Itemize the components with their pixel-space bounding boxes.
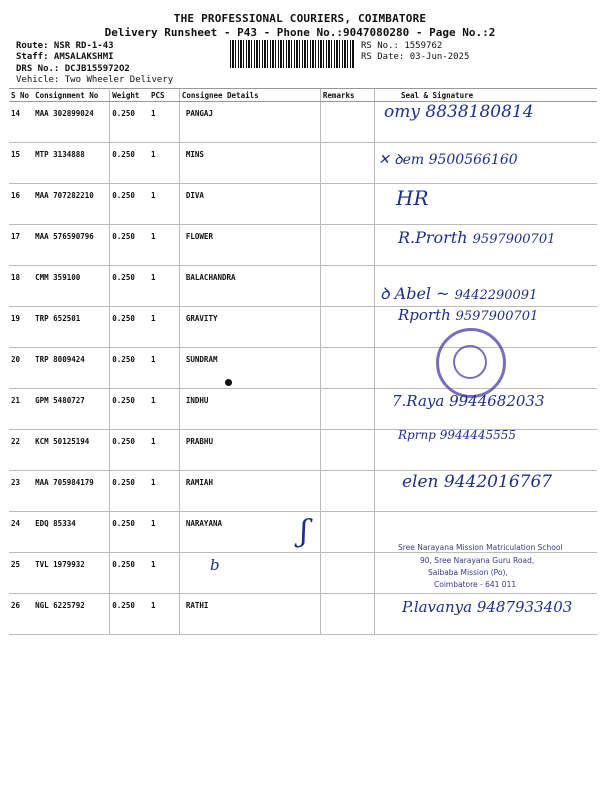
- row-sno: [9, 143, 33, 184]
- row-pcs: [149, 102, 179, 143]
- row-weight: [110, 184, 149, 225]
- row-sno-text: 26: [11, 601, 21, 610]
- row-sno-text: 16: [11, 191, 21, 200]
- row-consignee: [179, 348, 320, 389]
- row-consignee: [179, 553, 320, 594]
- row-consignment-no: [33, 512, 110, 553]
- row-consignee: [179, 471, 320, 512]
- row-remarks: [320, 512, 374, 553]
- row-pcs: [149, 471, 179, 512]
- row-weight: [110, 471, 149, 512]
- row-consignment-no: [33, 307, 110, 348]
- row-pcs-text: 1: [150, 396, 156, 405]
- row-remarks: [320, 266, 374, 307]
- row-consignment-no: [33, 348, 110, 389]
- runsheet-table: [9, 88, 597, 635]
- row-pcs: [149, 307, 179, 348]
- row-consignee: [179, 102, 320, 143]
- row-consignee-text: BALACHANDRA: [185, 273, 236, 282]
- row-consignment-no-text: MAA 576590796: [35, 232, 94, 241]
- row-pcs-text: 1: [150, 273, 156, 282]
- row-pcs-text: 1: [150, 109, 156, 118]
- signature-row-14: omy 8838180814: [384, 102, 534, 122]
- row-consignment-no-text: TRP 652501: [35, 314, 81, 323]
- row-sno: [9, 184, 33, 225]
- row-sno: [9, 389, 33, 430]
- row-pcs-text: 1: [150, 150, 156, 159]
- row-sno: [9, 594, 33, 635]
- row-consignee: [179, 184, 320, 225]
- signature-row-23: elen 9442016767: [402, 472, 553, 492]
- row-remarks: [320, 389, 374, 430]
- table-row: [9, 184, 597, 225]
- row-consignee: [179, 225, 320, 266]
- row-remarks: [320, 307, 374, 348]
- signature-row-19: Rporth 9597900701: [398, 306, 539, 324]
- phone-row-14: 8838180814: [425, 102, 534, 122]
- row-remarks: [320, 184, 374, 225]
- school-seal-line3: Saibaba Mission (Po),: [428, 568, 508, 577]
- row-sno-text: 20: [11, 355, 21, 364]
- rs-number: RS No.: 1559762: [361, 41, 443, 51]
- row-consignment-no: [33, 184, 110, 225]
- phone-row-23: 9442016767: [443, 472, 553, 492]
- row-sno: [9, 430, 33, 471]
- row-consignment-no: [33, 225, 110, 266]
- row-pcs-text: 1: [150, 478, 156, 487]
- row-weight-text: 0.250: [112, 355, 135, 364]
- row-pcs-text: 1: [150, 560, 156, 569]
- phone-row-21: 9944682033: [449, 392, 545, 410]
- row-weight-text: 0.250: [112, 232, 135, 241]
- row-weight: [110, 307, 149, 348]
- row-weight: [110, 512, 149, 553]
- signature-row-26: [402, 598, 572, 616]
- row-remarks: [320, 471, 374, 512]
- row-pcs-text: 1: [150, 355, 156, 364]
- row-pcs: [149, 594, 179, 635]
- row-weight: [110, 430, 149, 471]
- row-consignment-no: [33, 471, 110, 512]
- row-sno: [9, 348, 33, 389]
- row-consignee-text: RAMIAH: [185, 478, 213, 487]
- row-sno: [9, 512, 33, 553]
- phone-row-17: 9597900701: [472, 232, 556, 247]
- col-pcs: PCS: [149, 89, 179, 102]
- row-consignee: [179, 266, 320, 307]
- row-weight-text: 0.250: [112, 437, 135, 446]
- row-pcs-text: 1: [150, 191, 156, 200]
- row-weight-text: 0.250: [112, 273, 135, 282]
- route-label: Route: NSR RD-1-43: [16, 41, 114, 51]
- row-weight-text: 0.250: [112, 601, 135, 610]
- row-pcs: [149, 184, 179, 225]
- phone-row-19: 9597900701: [455, 309, 539, 324]
- row-weight-text: 0.250: [112, 150, 135, 159]
- barcode: [230, 40, 354, 68]
- row-consignment-no: [33, 430, 110, 471]
- row-consignment-no-text: MAA 302899024: [35, 109, 94, 118]
- drs-label: DRS No.: DCJB155972O2: [16, 64, 130, 74]
- row-consignment-no-text: CMM 359100: [35, 273, 81, 282]
- row-weight: [110, 348, 149, 389]
- row-consignment-no-text: MAA 705984179: [35, 478, 94, 487]
- row-consignment-no: [33, 553, 110, 594]
- row-consignee-text: PRABHU: [185, 437, 213, 446]
- row-consignee-text: SUNDRAM: [185, 355, 218, 364]
- row-weight: [110, 594, 149, 635]
- row-consignee: [179, 389, 320, 430]
- row-pcs: [149, 225, 179, 266]
- vehicle-label: Vehicle: Two Wheeler Delivery: [16, 75, 174, 85]
- row-consignment-no-text: NGL 6225792: [35, 601, 85, 610]
- row-sno-text: 21: [11, 396, 21, 405]
- signature-row-17: R.Prorth 9597900701: [398, 228, 556, 247]
- row-consignee-text: GRAVITY: [185, 314, 218, 323]
- row-pcs: [149, 512, 179, 553]
- row-weight-text: 0.250: [112, 191, 135, 200]
- staff-label: Staff: AMSALAKSHMI: [16, 52, 114, 62]
- row-consignment-no: [33, 594, 110, 635]
- post-stamp: [436, 328, 506, 398]
- row-sno-text: 24: [11, 519, 21, 528]
- row-sno-text: 15: [11, 150, 21, 159]
- row-pcs-text: 1: [150, 437, 156, 446]
- row-consignment-no-text: TVL 1979932: [35, 560, 85, 569]
- row-sno: [9, 553, 33, 594]
- row-consignee-text: PANGAJ: [185, 109, 213, 118]
- row-pcs: [149, 348, 179, 389]
- row-weight-text: 0.250: [112, 519, 135, 528]
- row-consignee-text: INDHU: [185, 396, 209, 405]
- runsheet-title: THE PROFESSIONAL COURIERS, COIMBATORE: [173, 12, 427, 25]
- row-remarks: [320, 225, 374, 266]
- row-weight: [110, 553, 149, 594]
- row-remarks: [320, 594, 374, 635]
- row-consignee-text: NARAYANA: [185, 519, 222, 528]
- row-pcs: [149, 266, 179, 307]
- col-consignee: Consignee Details: [179, 89, 320, 102]
- row-sno: [9, 307, 33, 348]
- phone-row-26: 9487933403: [476, 598, 573, 616]
- row-consignment-no-text: MTP 3134888: [35, 150, 85, 159]
- row-consignment-no-text: MAA 707282210: [35, 191, 94, 200]
- row-consignee-text: [182, 560, 186, 569]
- row-remarks: [320, 430, 374, 471]
- row-consignee: [179, 143, 320, 184]
- row-sno: [9, 225, 33, 266]
- col-signature: Seal & Signature: [374, 89, 597, 102]
- row-pcs-text: 1: [150, 232, 156, 241]
- runsheet-subtitle: Delivery Runsheet - P43 - Phone No.:9047080280 - Page No.:2: [104, 26, 496, 39]
- row-pcs: [149, 389, 179, 430]
- signature-row-16: HR: [396, 186, 429, 210]
- row-weight: [110, 102, 149, 143]
- row-weight-text: 0.250: [112, 478, 135, 487]
- row-remarks: [320, 553, 374, 594]
- phone-row-15: 9500566160: [428, 152, 518, 168]
- mark-row-25: b: [210, 556, 220, 574]
- row-consignment-no-text: TRP 8009424: [35, 355, 85, 364]
- row-pcs: [149, 143, 179, 184]
- row-weight-text: 0.250: [112, 109, 135, 118]
- row-consignee-text: RATHI: [185, 601, 209, 610]
- row-consignee-text: DIVA: [185, 191, 204, 200]
- row-pcs-text: 1: [150, 601, 156, 610]
- post-stamp-inner: [453, 345, 487, 379]
- row-weight-text: 0.250: [112, 396, 135, 405]
- ink-dot: [225, 379, 232, 386]
- row-sno: [9, 266, 33, 307]
- row-pcs: [149, 430, 179, 471]
- row-remarks: [320, 143, 374, 184]
- row-sno-text: 25: [11, 560, 21, 569]
- signature-row-18: ꝺ Abel ~ 9442290091: [380, 284, 538, 303]
- row-sno-text: 18: [11, 273, 21, 282]
- phone-row-18: 9442290091: [454, 288, 538, 303]
- row-weight-text: 0.250: [112, 560, 135, 569]
- scribble-row-24: ʃ: [300, 514, 309, 549]
- row-consignee: [179, 594, 320, 635]
- table-row: [9, 348, 597, 389]
- row-sno-text: 23: [11, 478, 21, 487]
- name-row-26: P.lavanya: [402, 598, 473, 616]
- signature-row-15: ✕ ꝺem 9500566160: [378, 152, 518, 168]
- rs-date: RS Date: 03-Jun-2025: [361, 52, 470, 62]
- row-consignee-text: MINS: [185, 150, 204, 159]
- row-consignee: [179, 307, 320, 348]
- row-remarks: [320, 348, 374, 389]
- row-consignment-no-text: GPM 5480727: [35, 396, 85, 405]
- col-weight: Weight: [110, 89, 149, 102]
- school-seal-line4: Coimbatore - 641 011: [434, 580, 517, 589]
- row-weight: [110, 143, 149, 184]
- row-consignment-no: [33, 102, 110, 143]
- row-pcs-text: 1: [150, 519, 156, 528]
- row-weight-text: 0.250: [112, 314, 135, 323]
- signature-row-22: Rprnp 9944445555: [398, 428, 517, 442]
- row-consignment-no: [33, 266, 110, 307]
- row-consignee-text: FLOWER: [185, 232, 213, 241]
- table-header-row: [9, 89, 597, 102]
- row-weight: [110, 389, 149, 430]
- col-consignment: Consignment No: [33, 89, 110, 102]
- row-pcs: [149, 553, 179, 594]
- school-seal-line2: 90, Sree Narayana Guru Road,: [420, 556, 535, 565]
- school-seal-line1: Sree Narayana Mission Matriculation School: [398, 543, 563, 552]
- col-sno: S No: [9, 89, 33, 102]
- row-consignment-no: [33, 389, 110, 430]
- row-sno-text: 14: [11, 109, 21, 118]
- row-weight: [110, 266, 149, 307]
- row-remarks: [320, 102, 374, 143]
- row-sno: [9, 102, 33, 143]
- row-consignee: [179, 430, 320, 471]
- phone-row-22: 9944445555: [439, 428, 517, 442]
- row-sno-text: 22: [11, 437, 21, 446]
- row-consignment-no-text: KCM 50125194: [35, 437, 90, 446]
- row-sno-text: 17: [11, 232, 21, 241]
- row-pcs-text: 1: [150, 314, 156, 323]
- row-sno: [9, 471, 33, 512]
- row-sno-text: 19: [11, 314, 21, 323]
- col-remarks: Remarks: [320, 89, 374, 102]
- row-consignment-no-text: EDQ 85334: [35, 519, 76, 528]
- row-consignment-no: [33, 143, 110, 184]
- signature-row-21: 7.Raya 9944682033: [392, 392, 545, 410]
- row-weight: [110, 225, 149, 266]
